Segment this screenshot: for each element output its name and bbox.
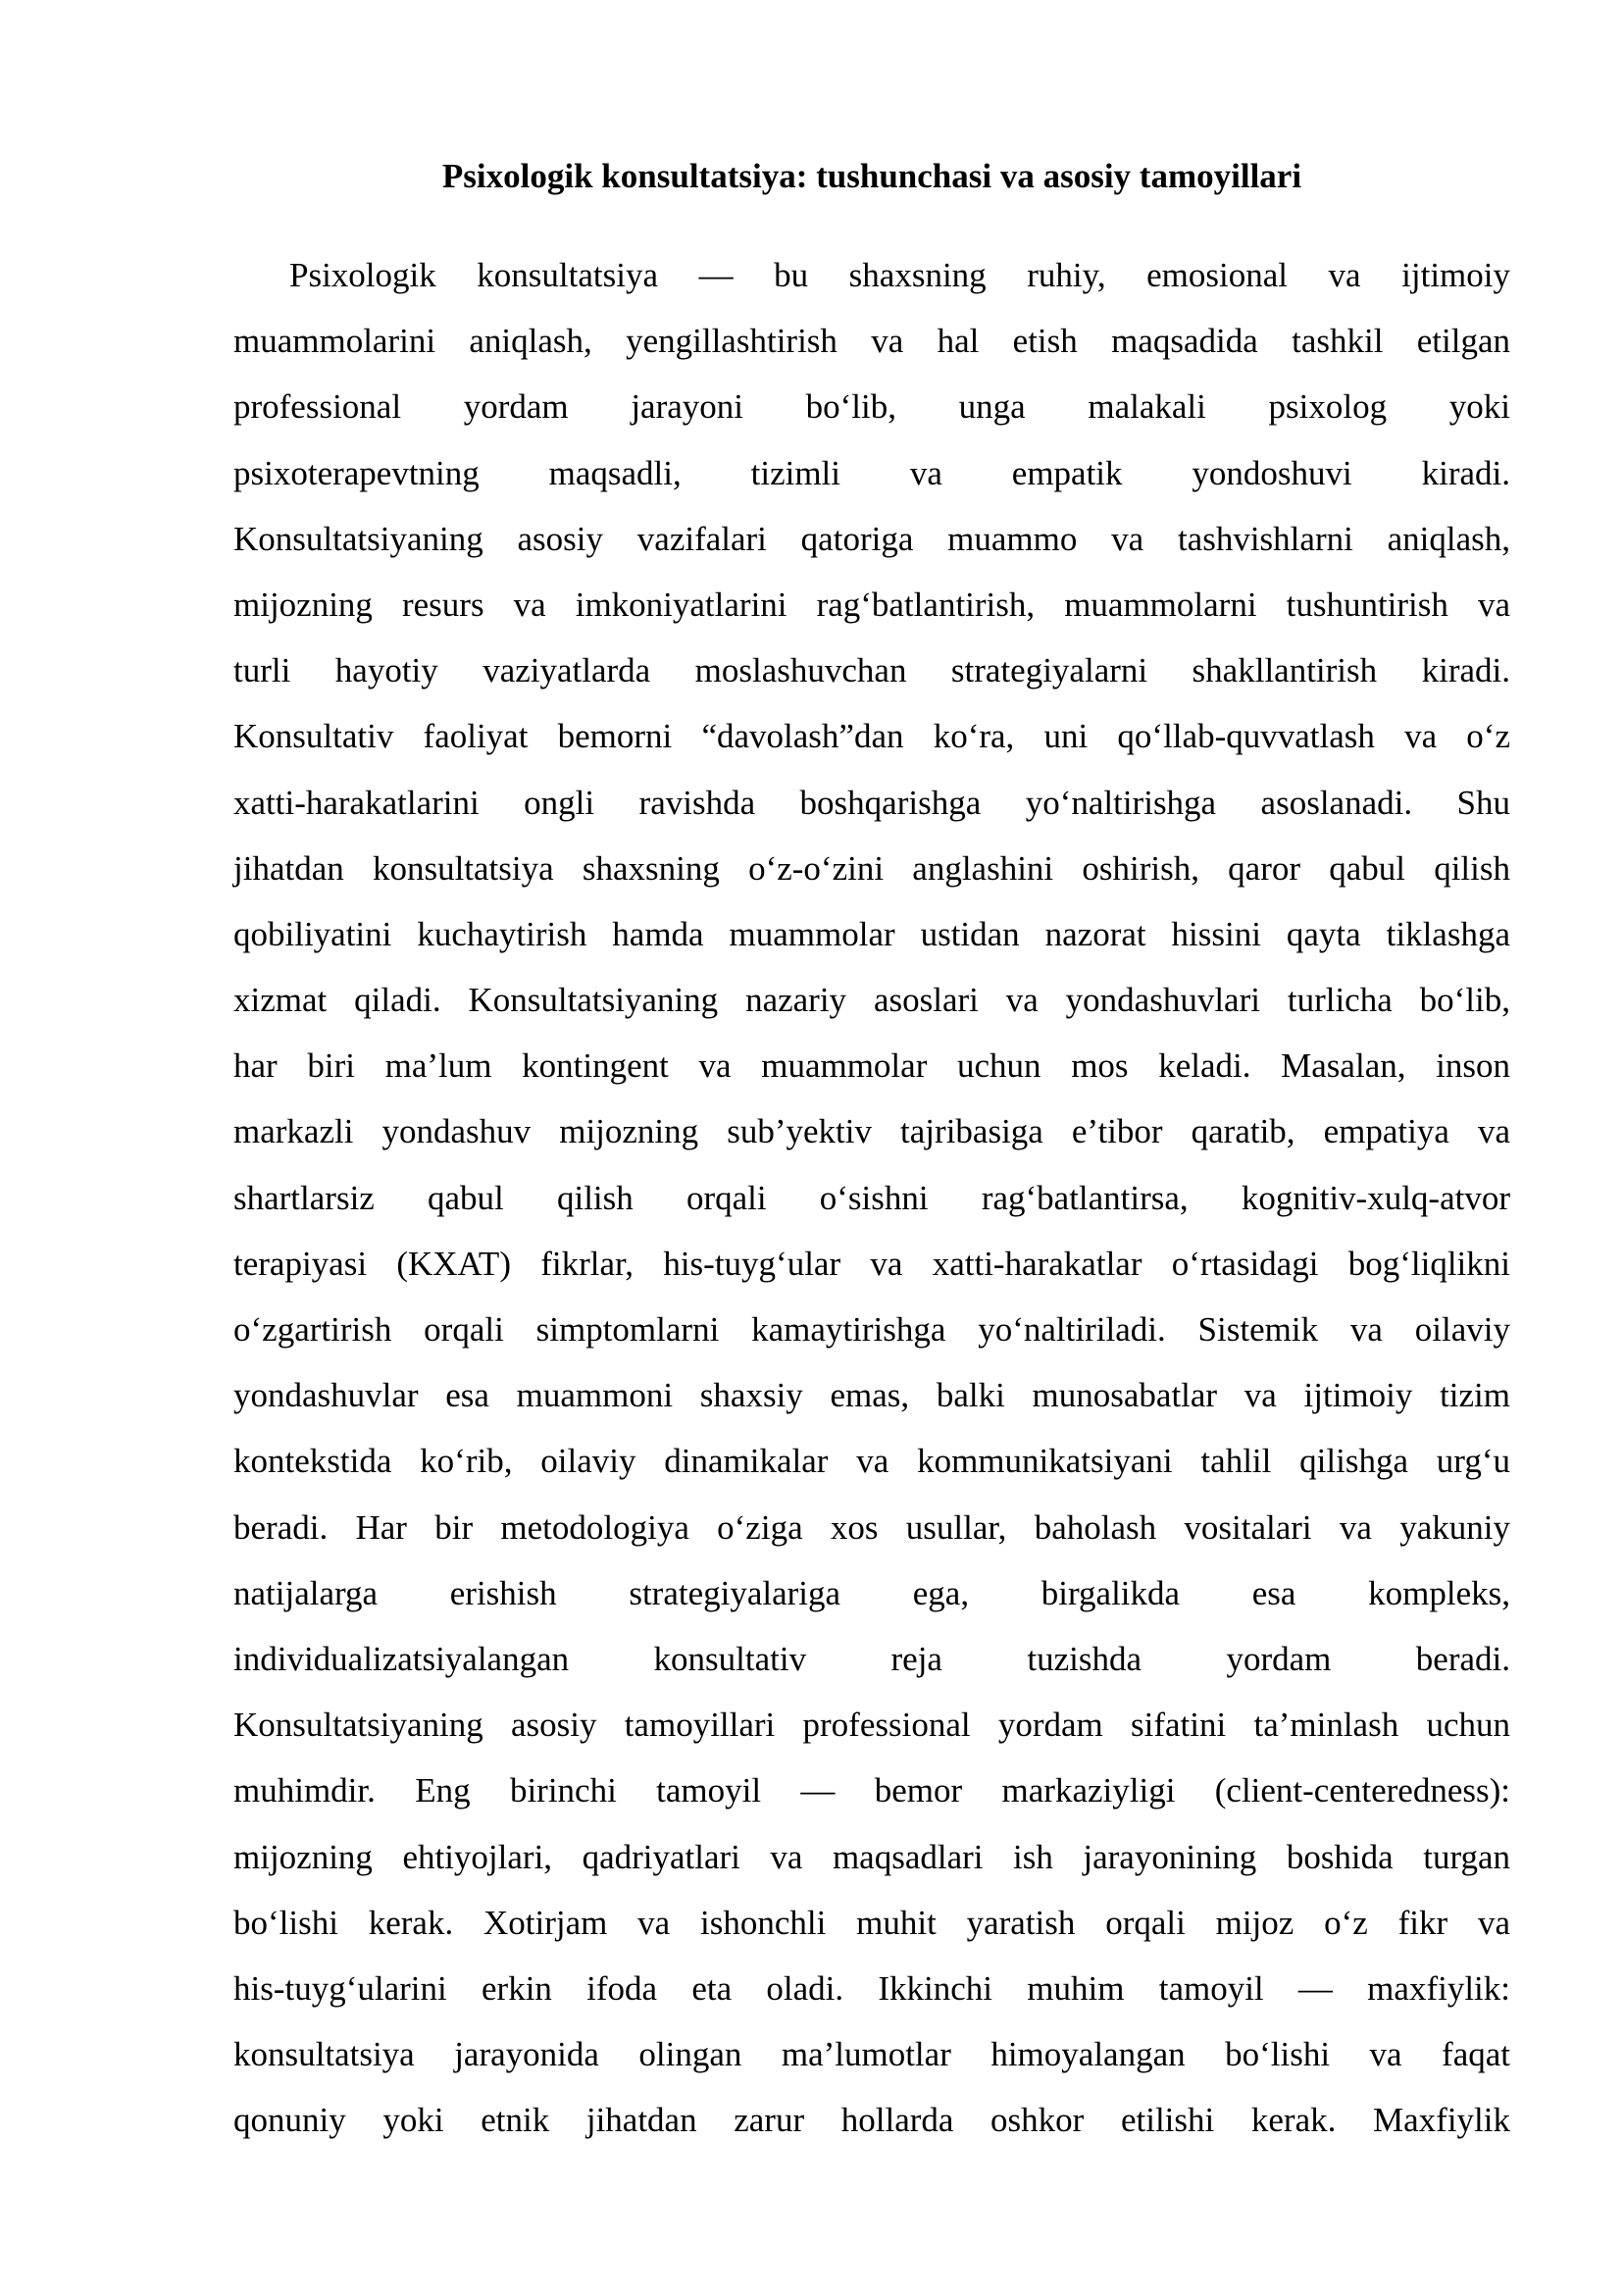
paragraph-line: qobiliyatini kuchaytirish hamda muammolar ustidan nazorat hissini qayta tiklashga [233,914,1510,953]
paragraph-line: markazli yondashuv mijozning sub’yektiv tajribasiga e’tibor qaratib, empatiya va [233,1112,1510,1151]
paragraph-line: o‘zgartirish orqali simptomlarni kamaytirishga yo‘naltiriladi. Sistemik va oilaviy [233,1310,1510,1349]
paragraph-line: mijozning resurs va imkoniyatlarini rag‘batlantirish, muammolarni tushuntirish va [233,585,1510,624]
paragraph-line: jihatdan konsultatsiya shaxsning o‘z-o‘zini anglashini oshirish, qaror qabul qilish [233,848,1510,888]
paragraph-line: professional yordam jarayoni bo‘lib, unga malakali psixolog yoki [233,387,1510,427]
paragraph-line: beradi. Har bir metodologiya o‘ziga xos usullar, baholash vositalari va yakuniy [233,1507,1510,1547]
paragraph-line: qonuniy yoki etnik jihatdan zarur hollarda oshkor etilishi kerak. Maxfiylik [233,2101,1510,2140]
body-paragraph [233,242,1510,2153]
paragraph-line: his-tuyg‘ularini erkin ifoda eta oladi. Ikkinchi muhim tamoyil — maxfiylik: [233,1968,1510,2008]
paragraph-line: natijalarga erishish strategiyalariga ega, birgalikda esa kompleks, [233,1573,1510,1612]
paragraph-line: kontekstida ko‘rib, oilaviy dinamikalar va kommunikatsiyani tahlil qilishga urg‘u [233,1442,1510,1481]
paragraph-line: har biri ma’lum kontingent va muammolar uchun mos keladi. Masalan, inson [233,1046,1510,1086]
paragraph-line: Konsultativ faoliyat bemorni “davolash”dan ko‘ra, uni qo‘llab-quvvatlash va o‘z [233,717,1510,756]
paragraph-line: individualizatsiyalangan konsultativ reja tuzishda yordam beradi. [233,1639,1510,1678]
paragraph-line: muammolarini aniqlash, yengillashtirish va hal etish maqsadida tashkil etilgan [233,322,1510,361]
paragraph-line: xatti-harakatlarini ongli ravishda boshqarishga yo‘naltirishga asoslanadi. Shu [233,783,1510,822]
paragraph-line: shartlarsiz qabul qilish orqali o‘sishni rag‘batlantirsa, kognitiv-xulq-atvor [233,1178,1510,1217]
paragraph-line: psixoterapevtning maqsadli, tizimli va empatik yondoshuvi kiradi. [233,453,1510,492]
paragraph-line: terapiyasi (KXAT) fikrlar, his-tuyg‘ular va xatti-harakatlar o‘rtasidagi bog‘liqlikni [233,1244,1510,1283]
page-title: Psixologik konsultatsiya: tushunchasi va asosiy tamoyillari [441,157,1302,195]
paragraph-line: Psixologik konsultatsiya — bu shaxsning ruhiy, emosional va ijtimoiy [289,256,1510,294]
paragraph-line: yondashuvlar esa muammoni shaxsiy emas, balki munosabatlar va ijtimoiy tizim [233,1376,1510,1415]
paragraph-line: Konsultatsiyaning asosiy tamoyillari professional yordam sifatini ta’minlash uchun [233,1706,1510,1745]
paragraph-line: turli hayotiy vaziyatlarda moslashuvchan strategiyalarni shakllantirish kiradi. [233,651,1510,690]
paragraph-line: mijozning ehtiyojlari, qadriyatlari va maqsadlari ish jarayonining boshida turgan [233,1837,1510,1876]
paragraph-line: xizmat qiladi. Konsultatsiyaning nazariy asoslari va yondashuvlari turlicha bo‘lib, [233,981,1510,1020]
paragraph-line: Konsultatsiyaning asosiy vazifalari qatoriga muammo va tashvishlarni aniqlash, [233,519,1510,558]
paragraph-line: konsultatsiya jarayonida olingan ma’lumotlar himoyalangan bo‘lishi va faqat [233,2035,1510,2074]
paragraph-line: muhimdir. Eng birinchi tamoyil — bemor markaziyligi (client-centeredness): [233,1771,1510,1810]
paragraph-line: bo‘lishi kerak. Xotirjam va ishonchli muhit yaratish orqali mijoz o‘z fikr va [233,1903,1510,1942]
